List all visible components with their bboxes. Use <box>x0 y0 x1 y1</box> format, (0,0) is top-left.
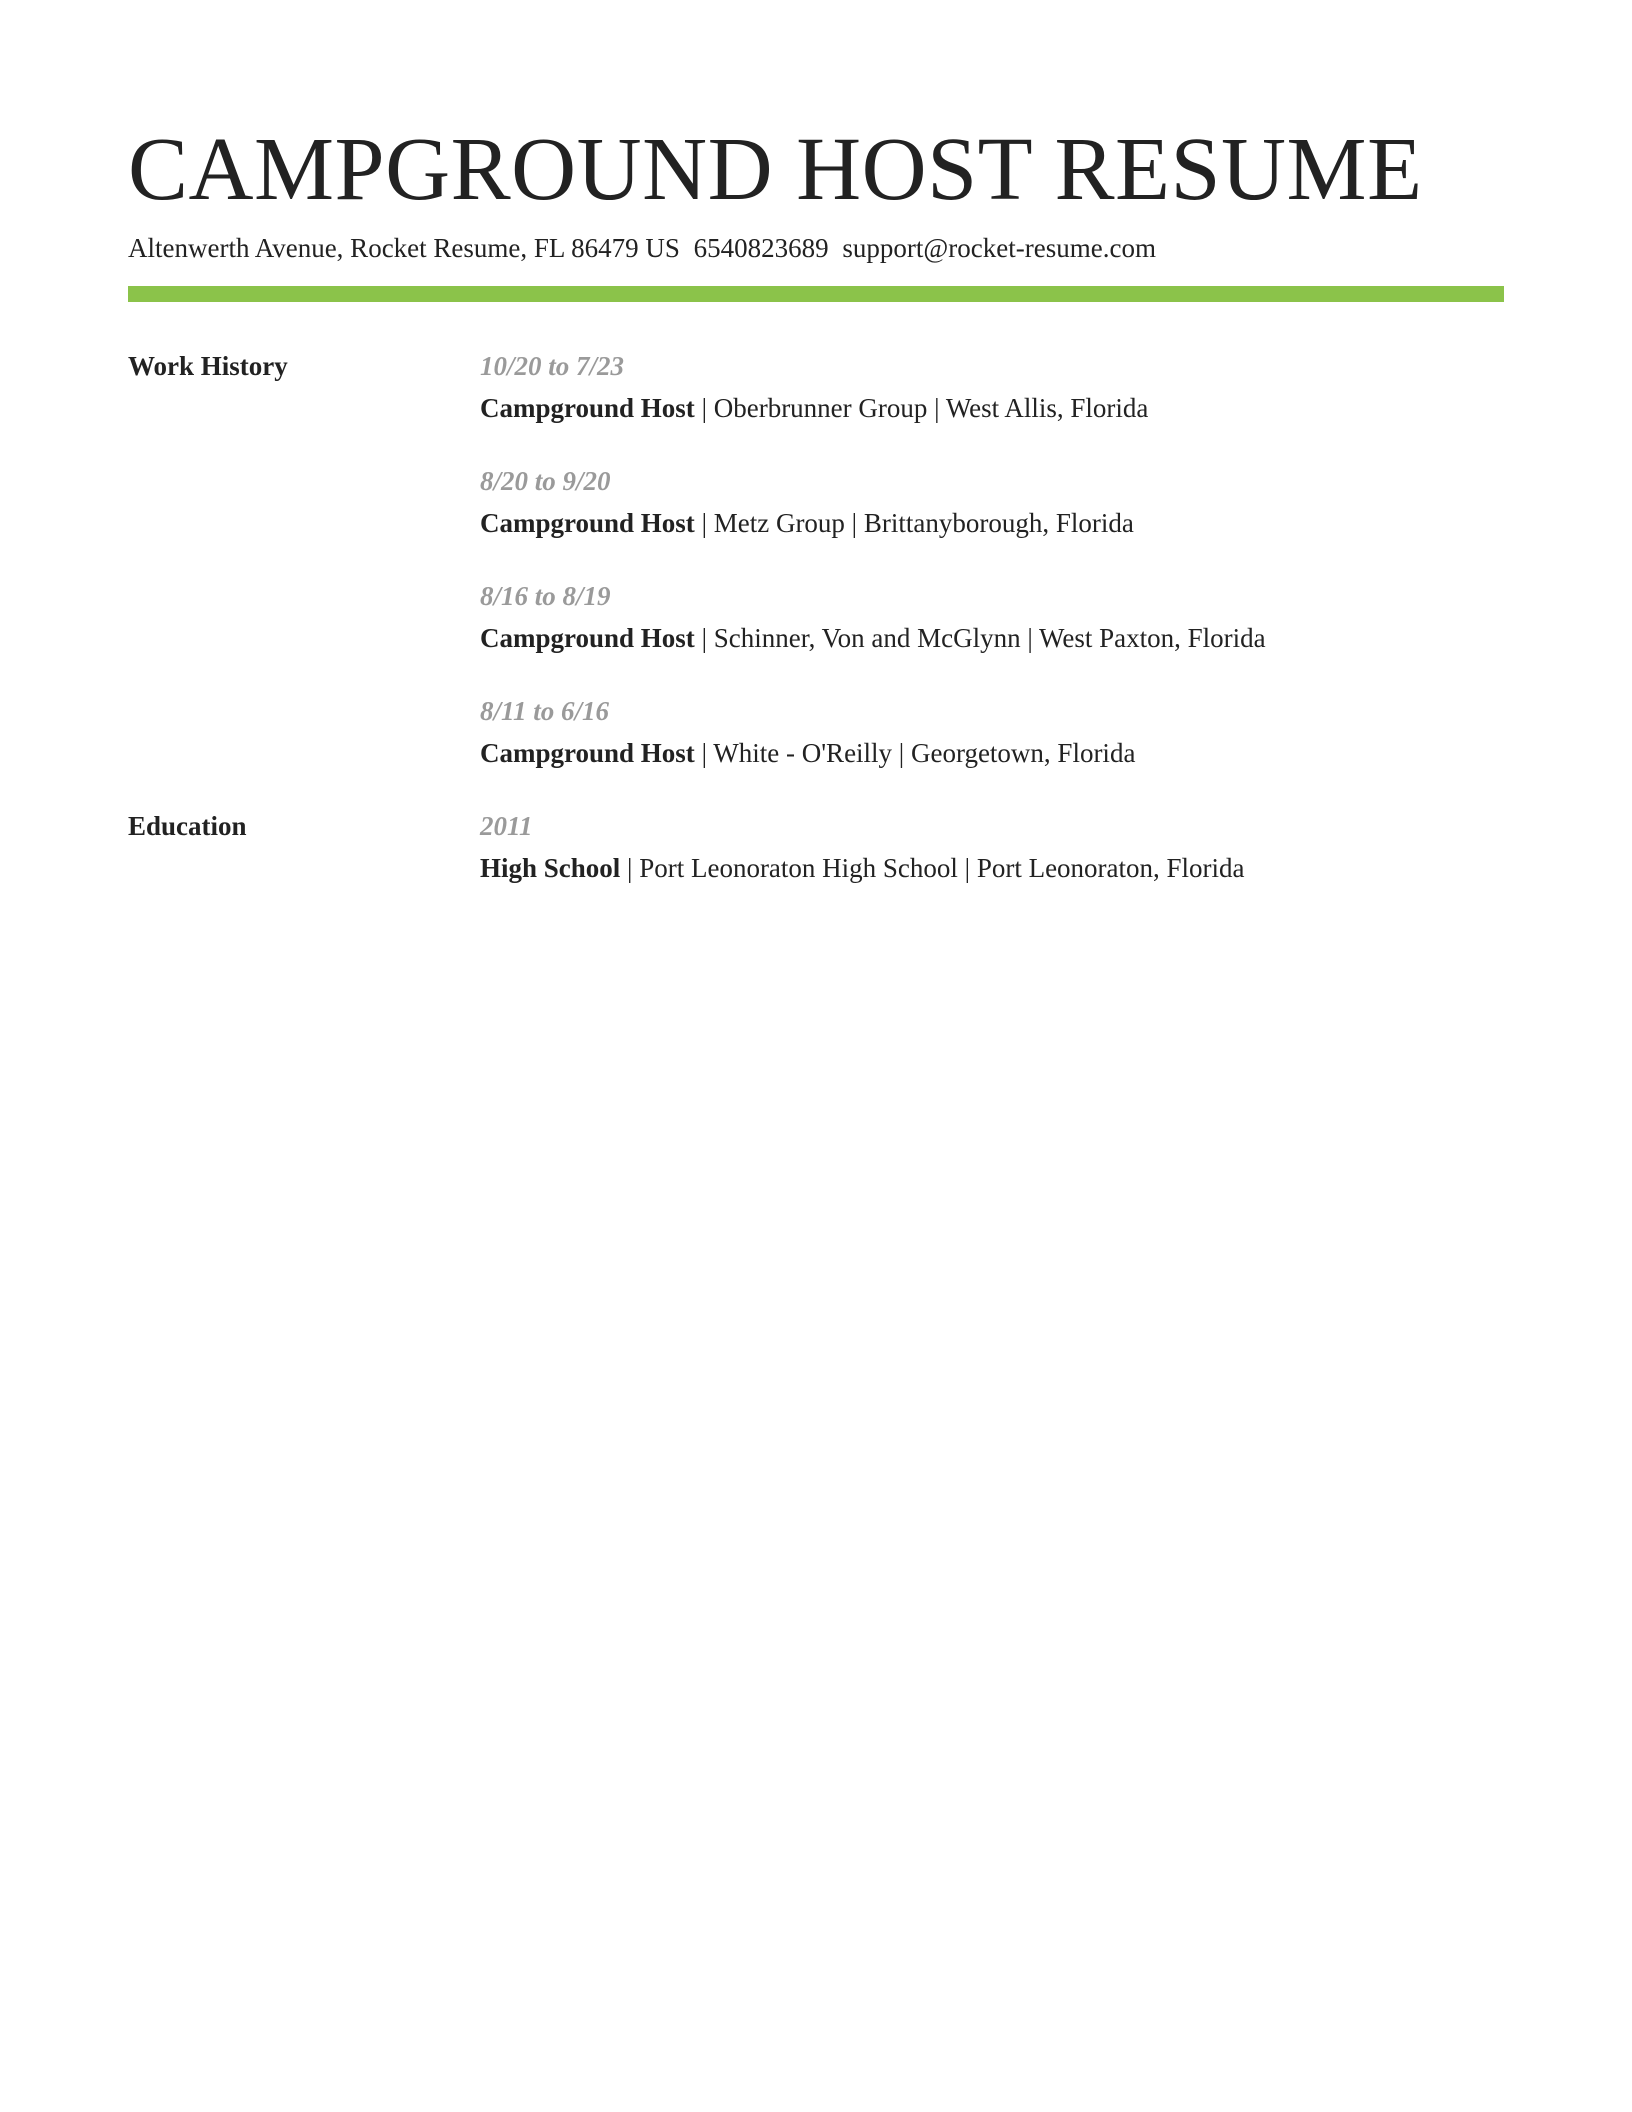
entry-details: | White - O'Reilly | Georgetown, Florida <box>694 738 1136 768</box>
entry-dates: 8/20 to 9/20 <box>480 466 611 496</box>
entry-line <box>480 735 1504 771</box>
entry-line <box>480 390 1504 426</box>
section-label-education: Education <box>128 811 247 841</box>
entry-dates: 8/16 to 8/19 <box>480 581 611 611</box>
entry-line <box>480 620 1504 656</box>
work-entry <box>480 578 1504 656</box>
contact-phone: 6540823689 <box>693 233 829 263</box>
work-entry <box>480 348 1504 426</box>
entry-line <box>480 505 1504 541</box>
entry-dates: 10/20 to 7/23 <box>480 351 625 381</box>
accent-divider <box>128 286 1504 302</box>
entry-details: | Port Leonoraton High School | Port Leonoraton, Florida <box>620 853 1245 883</box>
work-entry <box>480 693 1504 771</box>
section-label-work-history: Work History <box>128 351 288 381</box>
education-entry <box>480 808 1504 886</box>
entry-role: High School <box>480 853 621 883</box>
entry-role: Campground Host <box>480 623 695 653</box>
entry-dates: 2011 <box>480 811 533 841</box>
contact-email: support@rocket-resume.com <box>842 233 1156 263</box>
resume-title: CAMPGROUND HOST RESUME <box>128 120 1423 219</box>
entry-role: Campground Host <box>480 738 695 768</box>
entry-line <box>480 850 1504 886</box>
entry-details: | Oberbrunner Group | West Allis, Florida <box>694 393 1149 423</box>
entry-role: Campground Host <box>480 508 695 538</box>
entry-details: | Metz Group | Brittanyborough, Florida <box>694 508 1134 538</box>
entry-dates: 8/11 to 6/16 <box>480 696 610 726</box>
contact-line <box>128 230 1156 266</box>
entry-role: Campground Host <box>480 393 695 423</box>
entry-details: | Schinner, Von and McGlynn | West Paxton, Florida <box>694 623 1266 653</box>
work-entry <box>480 463 1504 541</box>
contact-address: Altenwerth Avenue, Rocket Resume, FL 86479 US <box>128 233 680 263</box>
